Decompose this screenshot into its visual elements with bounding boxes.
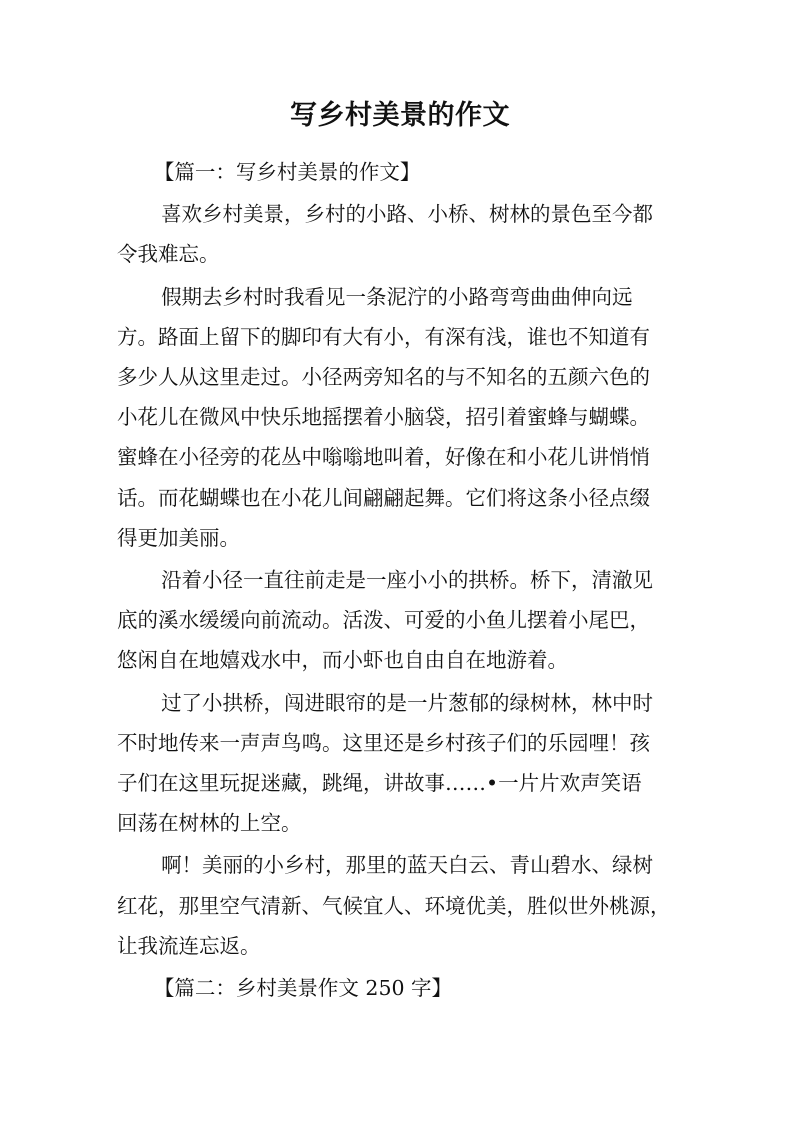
paragraph-line: 底的溪水缓缓向前流动。活泼、可爱的小鱼儿摆着小尾巴， <box>117 608 650 633</box>
paragraph-line: 话。而花蝴蝶也在小花儿间翩翩起舞。它们将这条小径点缀 <box>117 485 650 510</box>
paragraph-line: 回荡在树林的上空。 <box>117 811 302 836</box>
paragraph-line: 啊！美丽的小乡村，那里的蓝天白云、青山碧水、绿树 <box>161 853 654 878</box>
paragraph-line: 小花儿在微风中快乐地摇摆着小脑袋，招引着蜜蜂与蝴蝶。 <box>117 405 650 430</box>
paragraph-line: 红花，那里空气清新、气候宜人、环境优美，胜似世外桃源， <box>117 893 671 918</box>
section-heading-2: 【篇二：乡村美景作文 250 字】 <box>153 976 453 1001</box>
paragraph-line: 蜜蜂在小径旁的花丛中嗡嗡地叫着，好像在和小花儿讲悄悄 <box>117 445 650 470</box>
paragraph-line: 得更加美丽。 <box>117 525 240 550</box>
paragraph-line: 悠闲自在地嬉戏水中，而小虾也自由自在地游着。 <box>117 648 568 673</box>
paragraph-line: 令我难忘。 <box>117 242 220 267</box>
document-title: 写乡村美景的作文 <box>290 100 510 131</box>
paragraph-line: 子们在这里玩捉迷藏，跳绳，讲故事……•一片片欢声笑语 <box>117 771 642 796</box>
paragraph-line: 不时地传来一声声鸟鸣。这里还是乡村孩子们的乐园哩！孩 <box>117 730 650 755</box>
paragraph-1 <box>117 194 693 274</box>
paragraph-line: 喜欢乡村美景，乡村的小路、小桥、树林的景色至今都 <box>161 202 654 227</box>
section-heading-1: 【篇一：写乡村美景的作文】 <box>153 160 421 184</box>
paragraph-5 <box>117 845 693 966</box>
paragraph-line: 假期去乡村时我看见一条泥泞的小路弯弯曲曲伸向远 <box>161 284 633 309</box>
paragraph-line: 沿着小径一直往前走是一座小小的拱桥。桥下，清澈见 <box>161 568 654 593</box>
paragraph-line: 让我流连忘返。 <box>117 933 261 958</box>
paragraph-line: 方。路面上留下的脚印有大有小，有深有浅，谁也不知道有 <box>117 324 650 349</box>
paragraph-line: 多少人从这里走过。小径两旁知名的与不知名的五颜六色的 <box>117 365 650 390</box>
document-body <box>117 152 693 1008</box>
paragraph-line: 过了小拱桥，闯进眼帘的是一片葱郁的绿树林，林中时 <box>161 690 654 715</box>
paragraph-3 <box>117 560 693 681</box>
paragraph-2 <box>117 277 693 558</box>
paragraph-4 <box>117 683 693 844</box>
